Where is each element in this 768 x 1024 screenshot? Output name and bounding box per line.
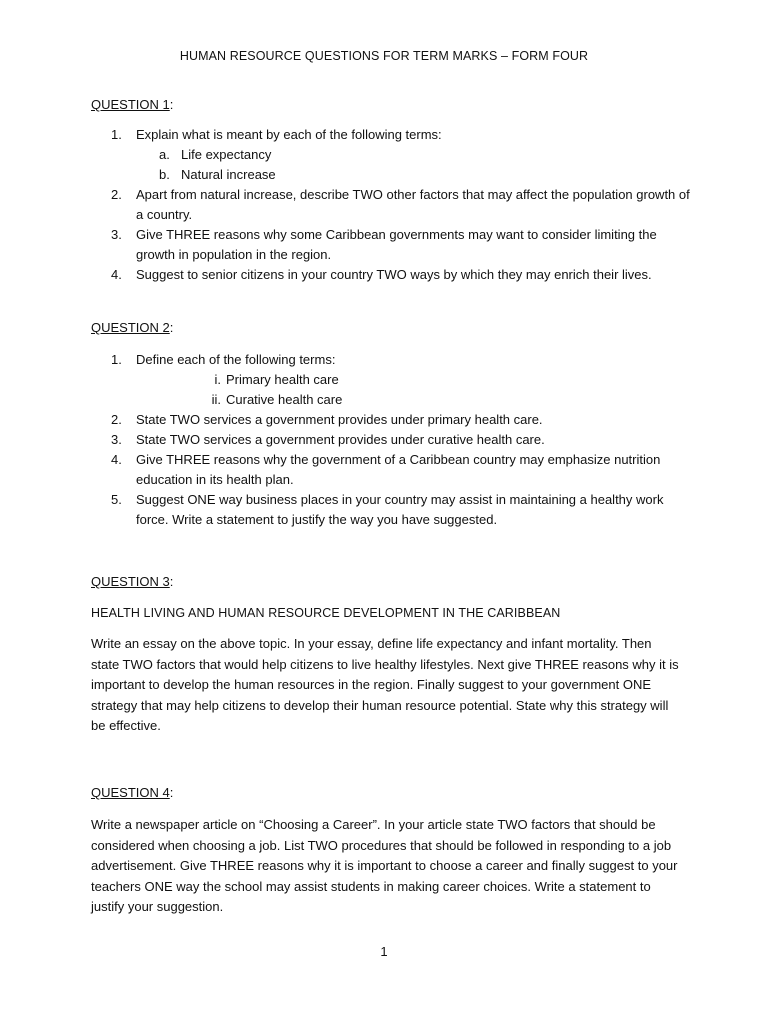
document-title: HUMAN RESOURCE QUESTIONS FOR TERM MARKS – FORM FOUR: [179, 49, 589, 63]
question-2-heading: [91, 318, 173, 338]
item-number: 4.: [111, 452, 122, 467]
list-item: [91, 225, 691, 265]
item-number: 3.: [111, 432, 122, 447]
question-2-label: QUESTION 2: [91, 320, 170, 335]
sub-item-text: Curative health care: [226, 392, 343, 407]
question-1-heading: [91, 95, 173, 115]
question-1-colon: :: [169, 97, 174, 112]
question-4-label: QUESTION 4: [91, 785, 170, 800]
list-item: [91, 490, 691, 530]
question-3-label: QUESTION 3: [91, 574, 170, 589]
page-number: 1: [380, 944, 388, 959]
sub-item-marker: a.: [159, 147, 170, 162]
question-3-heading: [91, 572, 173, 592]
sub-item: [136, 390, 691, 410]
item-number: 3.: [111, 227, 122, 242]
item-number: 1.: [111, 127, 122, 142]
item-text: Give THREE reasons why some Caribbean governments may want to consider limiting the growth in population in the region.: [136, 227, 657, 262]
item-number: 5.: [111, 492, 122, 507]
item-number: 4.: [111, 267, 122, 282]
sub-item-marker: ii.: [211, 392, 221, 407]
question-1-label: QUESTION 1: [91, 97, 170, 112]
list-item: [91, 430, 691, 450]
item-number: 2.: [111, 412, 122, 427]
sub-item-text: Life expectancy: [181, 147, 272, 162]
sub-item-text: Natural increase: [181, 167, 276, 182]
item-text: Apart from natural increase, describe TWO other factors that may affect the population growth of a country.: [136, 187, 690, 222]
question-4-colon: :: [169, 785, 174, 800]
item-text: Suggest ONE way business places in your country may assist in maintaining a healthy work force. Write a statement to justify the way you have suggested.: [136, 492, 664, 527]
sub-item-text: Primary health care: [226, 372, 339, 387]
question-2-list: [91, 350, 691, 530]
list-item: [91, 410, 691, 430]
list-item: [91, 450, 691, 490]
item-text: Suggest to senior citizens in your country TWO ways by which they may enrich their lives.: [136, 267, 652, 282]
question-3-colon: :: [169, 574, 174, 589]
list-item: [91, 125, 691, 185]
question-3-body: Write an essay on the above topic. In your essay, define life expectancy and infant mortality. Then state TWO factors that would help citizens to live healthy lifestyles. Next give THREE reasons why it is important to develop the human resources in the region. Finally suggest to your government ONE strategy that may help citizens to develop their human resource potential. State why this strategy will be effective.: [91, 636, 679, 733]
sub-item: [136, 370, 691, 390]
sub-item-marker: b.: [159, 167, 170, 182]
list-item: [91, 185, 691, 225]
essay-topic-title: HEALTH LIVING AND HUMAN RESOURCE DEVELOPMENT IN THE CARIBBEAN: [91, 606, 561, 620]
sub-list: [136, 145, 691, 185]
item-text: State TWO services a government provides under primary health care.: [136, 412, 543, 427]
item-number: 1.: [111, 352, 122, 367]
sub-item: [136, 145, 691, 165]
question-2-colon: :: [169, 320, 174, 335]
question-4-heading: [91, 783, 173, 803]
question-4-body: Write a newspaper article on “Choosing a Career”. In your article state TWO factors that should be considered when choosing a job. List TWO procedures that should be followed in responding to a job advertisement. Give THREE reasons why it is important to choose a career and finally suggest to your teachers ONE way the school may assist students in making career choices. Write a statement to justify your suggestion.: [91, 817, 678, 914]
item-text: State TWO services a government provides under curative health care.: [136, 432, 545, 447]
sub-item-marker: i.: [214, 372, 221, 387]
item-text: Give THREE reasons why the government of a Caribbean country may emphasize nutrition education in its health plan.: [136, 452, 661, 487]
sub-item: [136, 165, 691, 185]
item-number: 2.: [111, 187, 122, 202]
question-1-list: [91, 125, 691, 285]
sub-list: [136, 370, 691, 410]
list-item: [91, 265, 691, 285]
list-item: [91, 350, 691, 410]
item-text: Define each of the following terms:: [136, 352, 336, 367]
item-text: Explain what is meant by each of the following terms:: [136, 127, 442, 142]
